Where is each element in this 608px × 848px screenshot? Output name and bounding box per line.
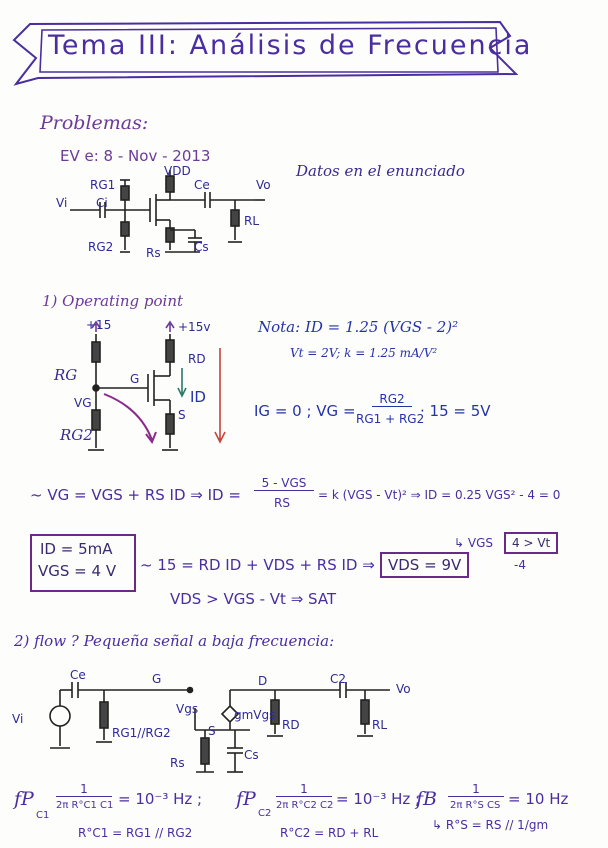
- foot-rc1: R°C1 = RG1 // RG2: [78, 826, 193, 840]
- ss-label-rs: Rs: [170, 756, 185, 770]
- c1-label-rl: RL: [244, 214, 260, 228]
- dc-label-s: S: [178, 408, 186, 422]
- fp-c1-num: 1: [56, 782, 112, 797]
- foot-rs: ↳ R°S = RS // 1/gm: [432, 818, 549, 832]
- ss-label-ce: Ce: [70, 668, 86, 682]
- fp-cs-tail: = 10 Hz: [508, 790, 569, 808]
- ss-label-vi: Vi: [12, 712, 24, 726]
- note-formula: Nota: ID = 1.25 (VGS - 2)²: [258, 318, 459, 336]
- ss-label-rd: RD: [282, 718, 300, 732]
- c1-label-rg2: RG2: [88, 240, 114, 254]
- fp-c1-den: 2π R°C1 C1: [56, 800, 114, 811]
- dc-label-id: ID: [190, 388, 206, 406]
- c1-label-ci: Ci: [96, 196, 108, 210]
- side-minus: -4: [514, 558, 526, 572]
- vg-frac-den: RG1 + RG2: [356, 412, 425, 426]
- dc-label-g: G: [130, 372, 140, 386]
- result-id: ID = 5mA: [40, 540, 113, 558]
- ss-label-rg-par: RG1//RG2: [112, 726, 171, 740]
- ss-label-g: G: [152, 672, 162, 686]
- c1-label-vdd: VDD: [164, 164, 191, 178]
- step2-heading: 2) flow ? Pequeña señal a baja frecuencia:: [14, 632, 335, 650]
- fp-c2-sub: C2: [258, 808, 272, 819]
- ss-label-s: S: [208, 724, 216, 738]
- c1-label-ce: Ce: [194, 178, 210, 192]
- dc-label-plus15-left: +15: [86, 318, 112, 332]
- result-vgs: VGS = 4 V: [38, 562, 117, 580]
- vg-frac-tail: · 15 = 5V: [420, 402, 491, 420]
- fp-cs-den: 2π R°S CS: [450, 800, 501, 811]
- fp-c2-tail: = 10⁻³ Hz ;: [336, 790, 421, 808]
- dc-label-rd: RD: [188, 352, 206, 366]
- dc-label-vg: VG: [74, 396, 92, 410]
- ss-label-vgs: Vgs: [176, 702, 199, 716]
- c1-label-vo: Vo: [256, 178, 271, 192]
- c1-label-rg1: RG1: [90, 178, 116, 192]
- dc-label-rg: RG: [54, 366, 78, 384]
- fp-c1-sub: C1: [36, 810, 50, 821]
- ss-label-vo: Vo: [396, 682, 411, 696]
- ss-label-c2: C2: [330, 672, 347, 686]
- ss-label-rl: RL: [372, 718, 388, 732]
- data-note: Datos en el enunciado: [296, 162, 465, 180]
- c1-label-vi: Vi: [56, 196, 68, 210]
- vg-frac-num: RG2: [372, 392, 412, 407]
- ss-label-cs: Cs: [244, 748, 259, 762]
- fp-c2-den: 2π R°C2 C2: [276, 800, 334, 811]
- circuit-diagram-dc: [40, 318, 250, 468]
- step1-heading: 1) Operating point: [42, 292, 184, 310]
- sat-line: VDS > VGS - Vt ⇒ SAT: [170, 590, 337, 608]
- page-title: Tema III: Análisis de Frecuencia: [48, 30, 533, 61]
- fp-c1-tail: = 10⁻³ Hz ;: [118, 790, 203, 808]
- note-values: Vt = 2V; k = 1.25 mA/V²: [290, 346, 438, 360]
- dc-label-rg2: RG2: [60, 426, 93, 444]
- eq-line1-frac-den: RS: [274, 496, 290, 510]
- ss-label-d: D: [258, 674, 268, 688]
- side-note: ↳ VGS: [454, 536, 493, 550]
- c1-label-rs: Rs: [146, 246, 161, 260]
- side-box: 4 > Vt: [504, 532, 558, 554]
- result-vds: VDS = 9V: [380, 552, 469, 578]
- section-heading-problems: Problemas:: [40, 112, 149, 134]
- eq-line1-frac-num: 5 - VGS: [254, 476, 314, 491]
- fp-cs-symbol: fB: [416, 788, 437, 810]
- c1-label-cs: Cs: [194, 240, 209, 254]
- eq-line2: ~ 15 = RD ID + VDS + RS ID ⇒: [140, 556, 375, 574]
- ss-label-gm: gmVgs: [234, 708, 276, 722]
- foot-rc2: R°C2 = RD + RL: [280, 826, 379, 840]
- eq-line1-right: = k (VGS - Vt)² ⇒ ID = 0.25 VGS² - 4 = 0: [318, 488, 561, 502]
- fp-c2-symbol: fP: [236, 788, 256, 810]
- exam-date: EV e: 8 - Nov - 2013: [60, 147, 211, 165]
- ig-equation: IG = 0 ; VG =: [254, 402, 356, 420]
- fp-c1-symbol: fP: [14, 788, 34, 810]
- eq-line1-left: ~ VG = VGS + RS ID ⇒ ID =: [30, 486, 241, 504]
- dc-label-plus15-right: +15v: [178, 320, 211, 334]
- fp-cs-num: 1: [448, 782, 504, 797]
- fp-c2-num: 1: [276, 782, 332, 797]
